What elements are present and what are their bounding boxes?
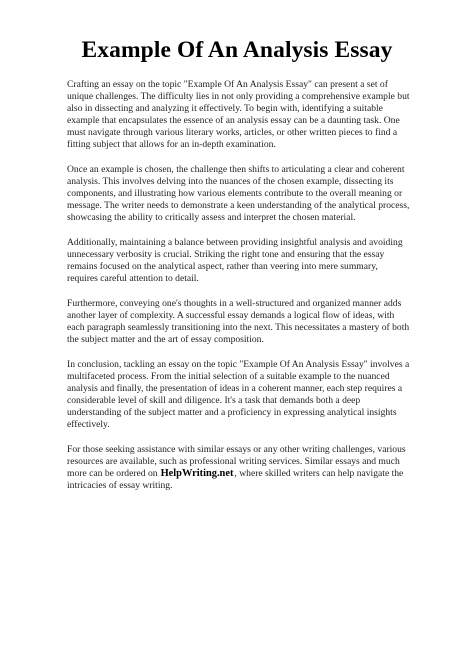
page-title: Example Of An Analysis Essay	[81, 37, 393, 63]
paragraph-conclusion: In conclusion, tackling an essay on the topic "Example Of An Analysis Essay" involves a multifaceted process. From the initial selection of a suitable example to the nuanced analysis and finally, the presentation of ideas in a coherent manner, each step requires a considerable level of skill and diligence. It's a task that demands both a deep understanding of the subject matter and a proficiency in expressing analytical insights effectively.	[67, 358, 410, 431]
paragraph-structure: Furthermore, conveying one's thoughts in a well-structured and organized manner adds another layer of complexity. A successful essay demands a logical flow of ideas, with each paragraph seamlessly transitioning into the next. This necessitates a mastery of both the subject matter and the art of essay composition.	[67, 297, 410, 346]
helpwriting-link[interactable]: HelpWriting.net	[160, 468, 234, 480]
paragraph-balance: Additionally, maintaining a balance between providing insightful analysis and avoiding unnecessary verbosity is crucial. Striking the right tone and ensuring that the essay remains focused on the analytical aspect, rather than veering into mere summary, requires careful attention to detail.	[67, 237, 403, 285]
essay-body	[67, 79, 411, 505]
closing-text-before-link: For those seeking assistance with similar essays or any other writing challenges, various resources are available, such as professional writing services. Similar essays and much more can be ordered on	[67, 443, 406, 480]
paragraph-analysis: Once an example is chosen, the challenge then shifts to articulating a clear and coherent analysis. This involves delving into the nuances of the chosen example, dissecting its components, and illustrating how various elements contribute to the overall meaning or message. The writer needs to demonstrate a keen understanding of the analytical process, showcasing the ability to critically assess and interpret the chosen material.	[67, 164, 410, 224]
paragraph-intro: Crafting an essay on the topic "Example Of An Analysis Essay" can present a set of unique challenges. The difficulty lies in not only providing a comprehensive example but also in dissecting and analyzing it effectively. To begin with, identifying a suitable example that encapsulates the essence of an analysis essay can be a daunting task. One must navigate through various literary works, articles, or other written pieces to find a fitting subject that allows for an in-depth examination.	[67, 79, 410, 151]
paragraph-closing	[67, 444, 411, 492]
closing-text-after-link: , where skilled writers can help navigate the intricacies of essay writing.	[67, 468, 404, 492]
